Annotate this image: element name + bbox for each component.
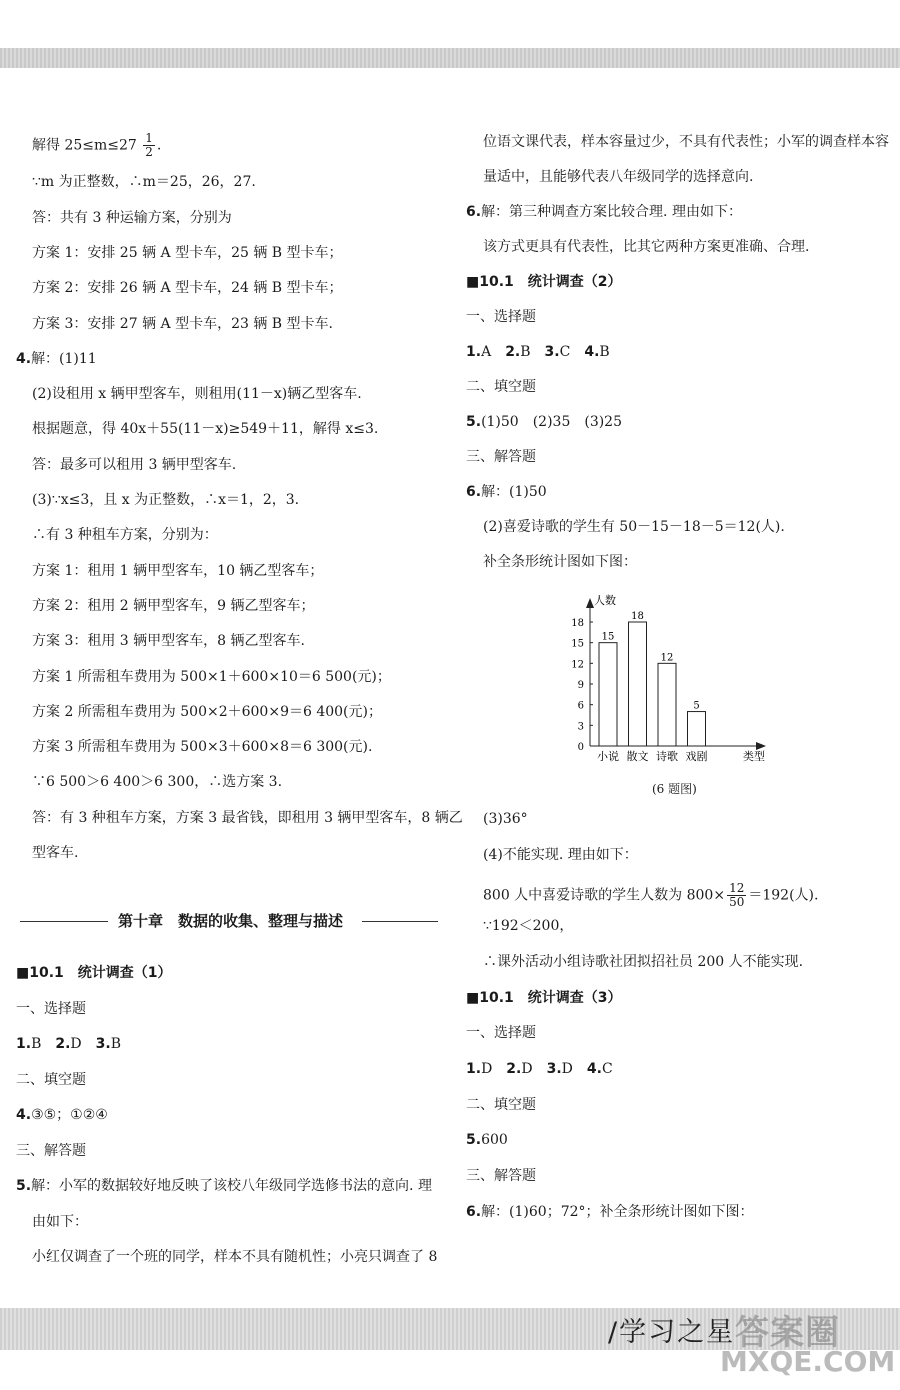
y-tick-label: 0 <box>577 742 584 753</box>
watermark-url: MXQE.COM <box>720 1345 896 1378</box>
left-line <box>32 279 343 297</box>
right-line <box>483 133 889 151</box>
line-text: (4)不能实现. 理由如下： <box>483 846 638 863</box>
line-text: 由如下： <box>32 1213 88 1230</box>
right2-line <box>483 882 818 909</box>
fraction-denominator: 50 <box>729 895 745 909</box>
left-line <box>32 315 333 333</box>
line-text: ∵m 为正整数，∴m＝25，26，27. <box>32 174 256 191</box>
y-axis-label: 人数 <box>594 594 616 607</box>
right2-line <box>466 1203 754 1221</box>
right-line <box>466 483 547 501</box>
bar-value-label: 5 <box>693 700 700 712</box>
left-line <box>32 773 282 791</box>
left-line <box>32 132 161 159</box>
right2-line <box>483 810 528 828</box>
right2-line <box>466 989 622 1007</box>
line-text: 方案 2 所需租车费用为 500×2＋600×9＝6 400(元)； <box>32 703 382 720</box>
item-number: 6. <box>466 204 482 220</box>
watermark: 答案圈 <box>735 1313 840 1353</box>
right2-line <box>483 846 638 864</box>
x-tick-label: 小说 <box>597 750 619 763</box>
item-number: 1. <box>466 344 482 360</box>
bar-value-label: 15 <box>601 631 615 643</box>
item-number: 6. <box>466 1203 482 1220</box>
item-text: B <box>110 1036 122 1052</box>
y-tick-label: 18 <box>571 618 584 629</box>
item-text: 解：(1)60；72°；补全条形统计图如下图： <box>481 1203 754 1220</box>
item-text: D <box>481 1060 507 1077</box>
section-heading: 三、解答题 <box>466 449 536 465</box>
left-line <box>32 562 323 580</box>
chapter-title: 第十章 数据的收集、整理与描述 <box>118 912 344 930</box>
section-heading: 三、解答题 <box>16 1142 86 1159</box>
right-line <box>466 203 742 221</box>
item-number: 4. <box>584 344 600 360</box>
bar <box>599 643 617 746</box>
x-axis-label: 类型 <box>743 750 765 763</box>
right2-line <box>466 1096 536 1114</box>
item-text: 600 <box>481 1132 508 1149</box>
y-tick-label: 12 <box>571 659 584 671</box>
line-text: 方案 3 所需租车费用为 500×3＋600×8＝6 300(元). <box>32 739 373 756</box>
right2-line <box>466 1024 536 1042</box>
bar-chart <box>560 590 780 775</box>
left-line <box>32 809 463 827</box>
left-line <box>32 244 343 262</box>
left-line <box>32 385 362 403</box>
left-line <box>32 526 218 544</box>
left-line <box>32 703 382 721</box>
line-text: (3)∵x≤3，且 x 为正整数，∴x＝1，2，3. <box>32 492 300 508</box>
line-text: (3)36° <box>483 811 528 827</box>
left2-line <box>16 1106 108 1124</box>
left-line <box>32 491 299 509</box>
item-text: C <box>559 344 585 360</box>
left2-line <box>16 1071 86 1089</box>
right-line <box>466 273 622 291</box>
left-line <box>32 668 391 686</box>
section-heading: 二、填空题 <box>16 1071 86 1088</box>
chapter-rule-left <box>20 921 108 922</box>
y-axis-arrow <box>586 598 594 608</box>
item-number: 3. <box>546 1060 562 1077</box>
item-number: 1. <box>466 1060 482 1077</box>
fraction <box>143 132 155 159</box>
left-line <box>32 738 372 756</box>
item-number: 2. <box>506 1060 522 1077</box>
left2-line <box>16 1035 121 1053</box>
item-text: B <box>599 344 610 360</box>
item-text: 解：小军的数据较好地反映了该校八年级同学选修书法的意向. 理 <box>31 1178 432 1194</box>
item-number: 2. <box>505 344 521 360</box>
item-number: 5. <box>16 1178 32 1194</box>
left-line <box>32 420 378 438</box>
line-text: (2)喜爱诗歌的学生有 50－15－18－5＝12(人). <box>483 519 785 535</box>
right-line <box>483 553 637 571</box>
left2-line <box>16 1177 432 1195</box>
line-text: 方案 1：租用 1 辆甲型客车，10 辆乙型客车； <box>32 562 324 579</box>
item-number: 4. <box>16 1107 32 1123</box>
section-heading: 二、填空题 <box>466 379 536 395</box>
left-line <box>16 350 97 368</box>
section-heading: 一、选择题 <box>16 1000 86 1017</box>
line-text: 方案 1 所需租车费用为 500×1＋600×10＝6 500(元)； <box>32 668 391 685</box>
chapter-rule-right <box>362 921 438 922</box>
item-text: D <box>561 1060 587 1077</box>
section-heading: ■10.1 统计调查（2） <box>466 274 622 290</box>
left-line <box>32 456 236 474</box>
bar <box>688 712 706 746</box>
left2-line <box>16 964 172 982</box>
line-text: ∴有 3 种租车方案，分别为： <box>32 527 218 544</box>
right-line <box>466 378 536 396</box>
item-text: B <box>31 1036 56 1052</box>
fraction <box>727 882 746 909</box>
section-heading: 一、选择题 <box>466 1025 536 1042</box>
item-number: 3. <box>95 1036 111 1052</box>
line-tail: ＝192(人). <box>748 887 819 904</box>
item-text: (1)50 (2)35 (3)25 <box>481 414 622 430</box>
fraction-numerator: 1 <box>145 131 153 145</box>
item-number: 1. <box>16 1036 32 1052</box>
right-line <box>466 308 536 326</box>
section-heading: 三、解答题 <box>466 1168 536 1184</box>
line-text: ∵192＜200， <box>483 918 574 935</box>
item-text: B <box>520 344 545 360</box>
line-text: 补全条形统计图如下图： <box>483 554 637 570</box>
y-tick-label: 9 <box>577 680 584 691</box>
y-tick-label: 15 <box>571 638 584 650</box>
line-text: 解得 25≤m≤27 <box>32 137 142 154</box>
item-number: 5. <box>466 1132 482 1149</box>
x-tick-label: 戏剧 <box>685 750 708 763</box>
left2-line <box>32 1248 437 1266</box>
brand-logo: /学习之星 <box>608 1317 736 1348</box>
left2-line <box>16 1000 86 1018</box>
item-text: D <box>521 1060 547 1077</box>
line-text: 答：有 3 种租车方案，方案 3 最省钱，即租用 3 辆甲型客车，8 辆乙 <box>32 809 463 826</box>
item-number: 6. <box>466 484 482 500</box>
left-line <box>32 597 315 615</box>
left-line <box>32 173 256 191</box>
x-tick-label: 散文 <box>626 750 649 763</box>
line-text: 位语文课代表，样本容量过少，不具有代表性；小军的调查样本容 <box>483 134 889 150</box>
right-line <box>466 448 536 466</box>
y-tick-label: 6 <box>577 700 584 712</box>
left2-line <box>16 1142 86 1160</box>
item-number: 4. <box>16 350 32 367</box>
bar <box>629 622 647 746</box>
right-line <box>483 168 753 186</box>
right-line <box>466 343 610 361</box>
bar-value-label: 12 <box>660 652 674 664</box>
item-text: 解：第三种调查方案比较合理. 理由如下： <box>481 204 742 220</box>
line-text: 该方式更具有代表性，比其它两种方案更准确、合理. <box>483 239 810 255</box>
item-text: C <box>601 1060 613 1077</box>
left-line <box>32 632 305 650</box>
line-text: 方案 1：安排 25 辆 A 型卡车，25 辆 B 型卡车； <box>32 244 343 261</box>
right2-line <box>466 1060 613 1078</box>
right2-line <box>483 953 803 971</box>
item-number: 5. <box>466 414 482 430</box>
line-text: 方案 3：租用 3 辆甲型客车，8 辆乙型客车. <box>32 633 305 650</box>
line-text: 根据题意，得 40x＋55(11－x)≥549＋11，解得 x≤3. <box>32 421 379 438</box>
line-text: 方案 3：安排 27 辆 A 型卡车，23 辆 B 型卡车. <box>32 315 333 332</box>
line-text: 答：最多可以租用 3 辆甲型客车. <box>32 456 237 473</box>
right2-line <box>466 1131 508 1149</box>
right2-line <box>466 1167 536 1185</box>
top-band <box>0 48 900 68</box>
left2-line <box>32 1213 88 1231</box>
chapter-heading <box>20 910 438 932</box>
item-text: 解：(1)11 <box>31 350 97 367</box>
line-text: 800 人中喜爱诗歌的学生人数为 800× <box>483 887 726 904</box>
bar <box>658 663 676 746</box>
x-axis-arrow <box>756 742 766 750</box>
fraction-denominator: 2 <box>145 145 153 159</box>
left-line <box>32 844 78 862</box>
section-heading: ■10.1 统计调查（1） <box>16 965 172 981</box>
section-heading: 二、填空题 <box>466 1096 536 1113</box>
y-tick-label: 3 <box>577 721 584 733</box>
line-text: 答：共有 3 种运输方案，分别为 <box>32 209 232 226</box>
left-line <box>32 209 232 227</box>
item-number: 3. <box>544 344 560 360</box>
right-line <box>466 413 622 431</box>
item-number: 2. <box>55 1036 71 1052</box>
fraction-numerator: 12 <box>729 881 745 895</box>
item-text: ③⑤；①②④ <box>31 1107 108 1123</box>
x-tick-label: 诗歌 <box>656 750 678 763</box>
section-heading: 一、选择题 <box>466 309 536 325</box>
line-text: 方案 2：安排 26 辆 A 型卡车，24 辆 B 型卡车； <box>32 280 343 297</box>
line-tail: . <box>156 137 162 154</box>
line-text: ∵6 500＞6 400＞6 300，∴选方案 3. <box>32 774 283 791</box>
right-line <box>483 238 809 256</box>
right-line <box>483 518 785 536</box>
chart-caption: (6 题图) <box>652 782 697 796</box>
line-text: 量适中，且能够代表八年级同学的选择意向. <box>483 169 754 185</box>
line-text: 型客车. <box>32 845 79 861</box>
item-text: D <box>70 1036 96 1052</box>
item-number: 4. <box>586 1060 602 1077</box>
section-heading: ■10.1 统计调查（3） <box>466 989 622 1006</box>
item-text: 解：(1)50 <box>481 484 547 500</box>
line-text: ∴课外活动小组诗歌社团拟招社员 200 人不能实现. <box>483 953 804 970</box>
right2-line <box>483 917 573 935</box>
line-text: (2)设租用 x 辆甲型客车，则租用(11－x)辆乙型客车. <box>32 386 362 403</box>
item-text: A <box>481 344 506 360</box>
line-text: 小红仅调查了一个班的同学，样本不具有随机性；小亮只调查了 8 <box>32 1249 438 1265</box>
bar-value-label: 18 <box>631 611 644 622</box>
line-text: 方案 2：租用 2 辆甲型客车，9 辆乙型客车； <box>32 597 315 614</box>
